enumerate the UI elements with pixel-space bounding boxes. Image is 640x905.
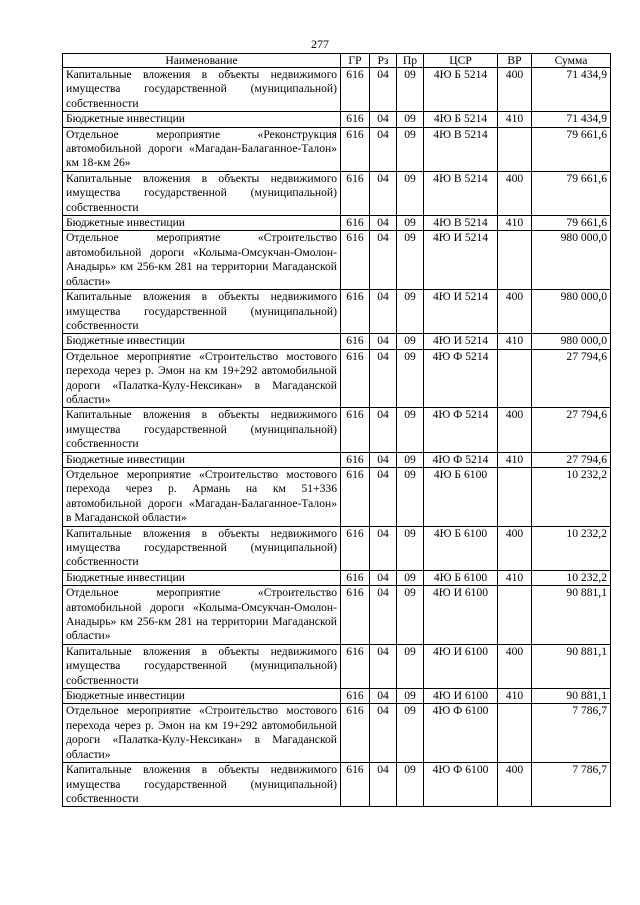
header-rz: Рз	[370, 54, 397, 68]
cell-name: Бюджетные инвестиции	[63, 452, 341, 467]
cell-sum: 10 232,2	[532, 526, 611, 570]
cell-pr: 09	[397, 334, 424, 349]
cell-pr: 09	[397, 689, 424, 704]
cell-gr: 616	[341, 452, 370, 467]
cell-csr: 4Ю В 5214	[424, 171, 498, 215]
cell-sum: 79 661,6	[532, 171, 611, 215]
cell-name: Отдельное мероприятие «Строительство мостового перехода через р. Эмон на км 19+292 автомобильной дороги «Палатка-Кулу-Нексикан» в Магаданской области»	[63, 704, 341, 763]
cell-rz: 04	[370, 68, 397, 112]
table-row	[63, 290, 611, 334]
cell-sum: 90 881,1	[532, 689, 611, 704]
cell-csr: 4Ю Ф 5214	[424, 408, 498, 452]
table-row	[63, 689, 611, 704]
cell-name: Бюджетные инвестиции	[63, 112, 341, 127]
cell-vr: 400	[498, 171, 532, 215]
table-row	[63, 644, 611, 688]
cell-rz: 04	[370, 112, 397, 127]
cell-vr	[498, 349, 532, 408]
table-header-row	[63, 54, 611, 68]
page-number: 277	[311, 37, 329, 51]
cell-vr	[498, 467, 532, 526]
cell-csr: 4Ю И 6100	[424, 689, 498, 704]
cell-pr: 09	[397, 408, 424, 452]
cell-csr: 4Ю И 5214	[424, 290, 498, 334]
cell-pr: 09	[397, 349, 424, 408]
cell-rz: 04	[370, 216, 397, 231]
cell-csr: 4Ю И 5214	[424, 334, 498, 349]
cell-pr: 09	[397, 526, 424, 570]
cell-name: Отдельное мероприятие «Строительство автомобильной дороги «Колыма-Омсукчан-Омолон-Анадырь» км 256-км 281 на территории Магаданской области»	[63, 586, 341, 645]
cell-pr: 09	[397, 171, 424, 215]
cell-gr: 616	[341, 231, 370, 290]
cell-csr: 4Ю Б 6100	[424, 526, 498, 570]
cell-gr: 616	[341, 171, 370, 215]
cell-sum: 980 000,0	[532, 290, 611, 334]
table-row	[63, 127, 611, 171]
cell-name: Капитальные вложения в объекты недвижимого имущества государственной (муниципальной) собственности	[63, 526, 341, 570]
cell-sum: 27 794,6	[532, 349, 611, 408]
cell-name: Бюджетные инвестиции	[63, 689, 341, 704]
cell-name: Капитальные вложения в объекты недвижимого имущества государственной (муниципальной) собственности	[63, 763, 341, 807]
table-row	[63, 349, 611, 408]
table-row	[63, 171, 611, 215]
cell-csr: 4Ю Б 6100	[424, 570, 498, 585]
cell-pr: 09	[397, 216, 424, 231]
cell-name: Капитальные вложения в объекты недвижимого имущества государственной (муниципальной) собственности	[63, 408, 341, 452]
table-row	[63, 526, 611, 570]
cell-sum: 27 794,6	[532, 452, 611, 467]
table-row	[63, 586, 611, 645]
cell-rz: 04	[370, 231, 397, 290]
cell-pr: 09	[397, 644, 424, 688]
table-row	[63, 763, 611, 807]
header-name: Наименование	[63, 54, 341, 68]
cell-rz: 04	[370, 334, 397, 349]
header-vr: ВР	[498, 54, 532, 68]
cell-pr: 09	[397, 452, 424, 467]
cell-pr: 09	[397, 112, 424, 127]
cell-vr	[498, 231, 532, 290]
table-row	[63, 704, 611, 763]
cell-name: Отдельное мероприятие «Реконструкция автомобильной дороги «Магадан-Балаганное-Талон» км 18-км 26»	[63, 127, 341, 171]
cell-csr: 4Ю Ф 5214	[424, 452, 498, 467]
table-row	[63, 334, 611, 349]
cell-csr: 4Ю В 5214	[424, 127, 498, 171]
cell-gr: 616	[341, 644, 370, 688]
cell-rz: 04	[370, 290, 397, 334]
budget-table	[62, 53, 611, 807]
cell-vr: 410	[498, 452, 532, 467]
cell-pr: 09	[397, 467, 424, 526]
cell-name: Бюджетные инвестиции	[63, 216, 341, 231]
header-csr: ЦСР	[424, 54, 498, 68]
cell-sum: 90 881,1	[532, 644, 611, 688]
cell-gr: 616	[341, 586, 370, 645]
header-pr: Пр	[397, 54, 424, 68]
cell-gr: 616	[341, 526, 370, 570]
cell-csr: 4Ю В 5214	[424, 216, 498, 231]
cell-name: Отдельное мероприятие «Строительство автомобильной дороги «Колыма-Омсукчан-Омолон-Анадырь» км 256-км 281 на территории Магаданской области»	[63, 231, 341, 290]
cell-sum: 90 881,1	[532, 586, 611, 645]
cell-sum: 7 786,7	[532, 704, 611, 763]
table-row	[63, 452, 611, 467]
cell-rz: 04	[370, 570, 397, 585]
cell-gr: 616	[341, 290, 370, 334]
cell-pr: 09	[397, 570, 424, 585]
cell-gr: 616	[341, 704, 370, 763]
cell-gr: 616	[341, 467, 370, 526]
cell-rz: 04	[370, 452, 397, 467]
cell-vr: 410	[498, 216, 532, 231]
cell-sum: 7 786,7	[532, 763, 611, 807]
cell-vr: 410	[498, 334, 532, 349]
cell-gr: 616	[341, 112, 370, 127]
cell-gr: 616	[341, 763, 370, 807]
cell-rz: 04	[370, 689, 397, 704]
cell-sum: 79 661,6	[532, 127, 611, 171]
cell-vr: 400	[498, 408, 532, 452]
cell-sum: 79 661,6	[532, 216, 611, 231]
table-row	[63, 216, 611, 231]
cell-pr: 09	[397, 586, 424, 645]
cell-gr: 616	[341, 68, 370, 112]
table-row	[63, 112, 611, 127]
cell-sum: 980 000,0	[532, 334, 611, 349]
cell-name: Бюджетные инвестиции	[63, 570, 341, 585]
cell-gr: 616	[341, 570, 370, 585]
cell-sum: 980 000,0	[532, 231, 611, 290]
cell-name: Капитальные вложения в объекты недвижимого имущества государственной (муниципальной) собственности	[63, 68, 341, 112]
cell-sum: 10 232,2	[532, 467, 611, 526]
cell-rz: 04	[370, 763, 397, 807]
cell-rz: 04	[370, 408, 397, 452]
cell-vr: 410	[498, 570, 532, 585]
cell-csr: 4Ю Ф 6100	[424, 704, 498, 763]
cell-rz: 04	[370, 349, 397, 408]
cell-name: Отдельное мероприятие «Строительство мостового перехода через р. Эмон на км 19+292 автомобильной дороги «Палатка-Кулу-Нексикан» в Магаданской области»	[63, 349, 341, 408]
cell-pr: 09	[397, 290, 424, 334]
cell-vr: 400	[498, 644, 532, 688]
cell-vr	[498, 586, 532, 645]
cell-sum: 71 434,9	[532, 112, 611, 127]
cell-pr: 09	[397, 704, 424, 763]
cell-sum: 71 434,9	[532, 68, 611, 112]
cell-name: Капитальные вложения в объекты недвижимого имущества государственной (муниципальной) собственности	[63, 290, 341, 334]
cell-rz: 04	[370, 467, 397, 526]
cell-csr: 4Ю И 6100	[424, 586, 498, 645]
table-row	[63, 68, 611, 112]
cell-rz: 04	[370, 704, 397, 763]
cell-vr: 410	[498, 112, 532, 127]
cell-sum: 27 794,6	[532, 408, 611, 452]
cell-vr	[498, 127, 532, 171]
cell-gr: 616	[341, 216, 370, 231]
cell-pr: 09	[397, 231, 424, 290]
cell-csr: 4Ю И 6100	[424, 644, 498, 688]
table-row	[63, 467, 611, 526]
cell-name: Капитальные вложения в объекты недвижимого имущества государственной (муниципальной) собственности	[63, 644, 341, 688]
cell-rz: 04	[370, 127, 397, 171]
table-row	[63, 570, 611, 585]
cell-gr: 616	[341, 689, 370, 704]
cell-vr: 400	[498, 68, 532, 112]
cell-pr: 09	[397, 763, 424, 807]
cell-gr: 616	[341, 127, 370, 171]
cell-gr: 616	[341, 334, 370, 349]
cell-sum: 10 232,2	[532, 570, 611, 585]
cell-vr: 400	[498, 526, 532, 570]
cell-vr	[498, 704, 532, 763]
cell-pr: 09	[397, 127, 424, 171]
table-row	[63, 231, 611, 290]
header-sum: Сумма	[532, 54, 611, 68]
cell-gr: 616	[341, 408, 370, 452]
cell-vr: 400	[498, 290, 532, 334]
cell-vr: 410	[498, 689, 532, 704]
cell-rz: 04	[370, 644, 397, 688]
table-row	[63, 408, 611, 452]
cell-name: Бюджетные инвестиции	[63, 334, 341, 349]
cell-name: Отдельное мероприятие «Строительство мостового перехода через р. Армань на км 51+336 автомобильной дороги «Магадан-Балаганное-Талон» в Магаданской области»	[63, 467, 341, 526]
cell-vr: 400	[498, 763, 532, 807]
cell-csr: 4Ю Ф 5214	[424, 349, 498, 408]
cell-csr: 4Ю Б 6100	[424, 467, 498, 526]
cell-csr: 4Ю Ф 6100	[424, 763, 498, 807]
cell-pr: 09	[397, 68, 424, 112]
cell-rz: 04	[370, 526, 397, 570]
cell-gr: 616	[341, 349, 370, 408]
table-body	[63, 68, 611, 807]
cell-rz: 04	[370, 171, 397, 215]
cell-csr: 4Ю Б 5214	[424, 112, 498, 127]
cell-name: Капитальные вложения в объекты недвижимого имущества государственной (муниципальной) собственности	[63, 171, 341, 215]
cell-rz: 04	[370, 586, 397, 645]
cell-csr: 4Ю И 5214	[424, 231, 498, 290]
cell-csr: 4Ю Б 5214	[424, 68, 498, 112]
header-gr: ГР	[341, 54, 370, 68]
